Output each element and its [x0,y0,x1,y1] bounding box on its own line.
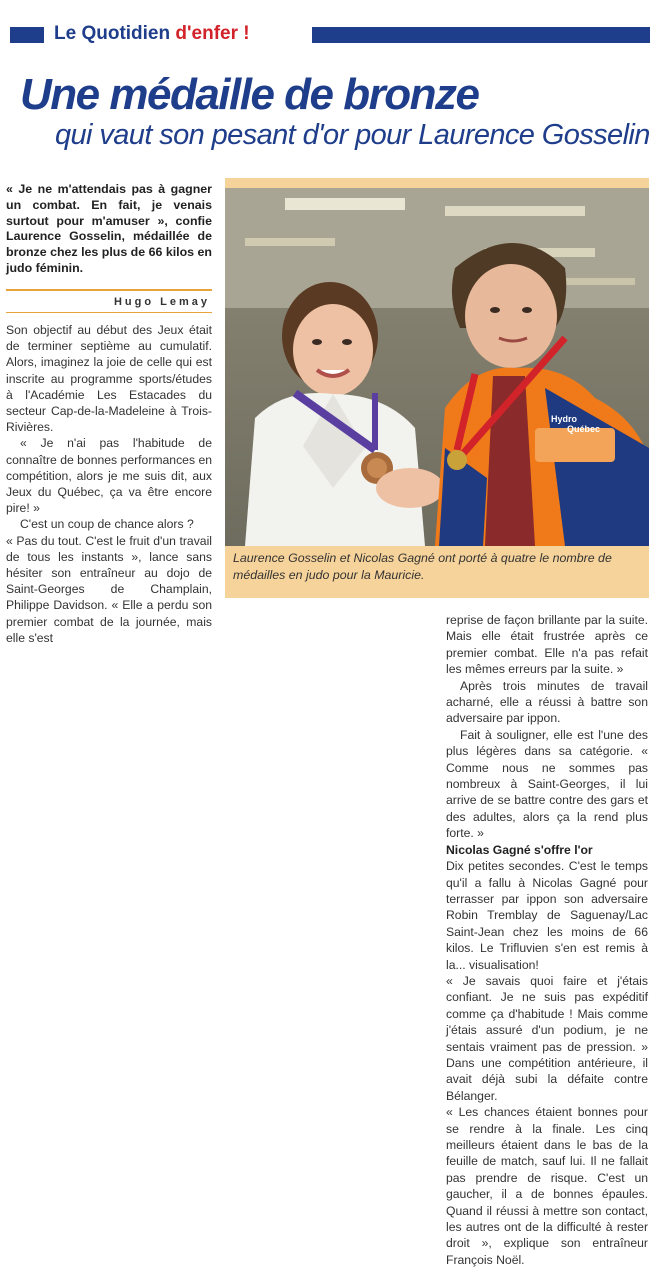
banner-bar-left [10,27,44,43]
hydro-quebec-logo [551,414,600,434]
paragraph: « Pas du tout. C'est le fruit d'un travail de tous les instants », lance sans hésiter son entraîneur au dojo de Saint-Georges de Champlain, Philippe Davidson. « Elle a perdu son premier combat de la journée, mais elle s'est [6,533,212,645]
paragraph: « Je savais quoi faire et j'étais confiant. Je ne suis pas expéditif comme ça d'habitude ! Mais comme j'étais assuré d'un podium, je ne sentais vraiment pas de pression. » Dans une compétition antérieure, il avait déjà subi la défaite contre Bélanger. [446,973,648,1103]
paragraph: Dix petites secondes. C'est le temps qu'il a fallu à Nicolas Gagné pour terrasser par ippon son adversaire Robin Tremblay de Saguenay/Lac Saint-Jean chez les moins de 66 kilos. Le Trifluvien s'en est remis à la... visualisation! [446,859,648,972]
byline-rule-bottom [6,312,212,313]
paragraph: « Je n'ai pas l'habitude de connaître de bonnes performances en compétition, alors je me suis dit, aux Jeux du Québec, ça va être encore pire! » [6,436,212,516]
byline-rule-top [6,289,212,291]
photo-frame [225,178,649,598]
logo-line-2: Québec [567,424,601,434]
subheadline: qui vaut son pesant d'or pour Laurence Gosselin [55,119,650,151]
headline: Une médaille de bronze [20,70,479,119]
section-subheading: Nicolas Gagné s'offre l'or [446,842,593,857]
paragraph: Après trois minutes de travail acharné, elle a réussi à battre son adversaire par ippon. [446,678,648,726]
paragraph: Son objectif au début des Jeux était de terminer septième au cumulatif. Alors, imaginez la joie de celle qui est inscrite au programme sports/études à l'Académie Les Estacades du secteur Cap-de-la-Madeleine à Trois-Rivières. [6,323,212,435]
body-column-right [446,612,648,1268]
banner-bar-right [312,27,650,43]
paragraph: « Les chances étaient bonnes pour se rendre à la finale. Les cinq meilleurs étaient dans le bas de la feuille de match, sauf lui. Il ne fallait pas prendre de risque. C'est un gaucher, il a de bonnes épaules. Quand il réussi à mettre son contact, les autres ont de la difficulté à rester droit », explique son entraîneur François Noël. [446,1105,648,1267]
athletes-photo [225,188,649,546]
paragraph: C'est un coup de chance alors ? [20,517,194,532]
section-banner [10,24,650,44]
section-title [54,23,250,45]
photo-caption: Laurence Gosselin et Nicolas Gagné ont porté à quatre le nombre de médailles en judo pour la Mauricie. [233,551,612,582]
section-title-accent: d'enfer ! [175,23,250,44]
section-title-main: Le Quotidien [54,23,171,44]
byline: Hugo Lemay [113,296,210,308]
intro-paragraph: « Je ne m'attendais pas à gagner un combat. En fait, je venais surtout pour m'amuser », confie Laurence Gosselin, médaillée de bronze chez les plus de 66 kilos en judo féminin. [6,182,212,275]
paragraph: Fait à souligner, elle est l'une des plus légères dans sa catégorie. « Comme nous ne sommes pas nombreux à Saint-Georges, il lui arrive de se battre contre des gars et des adultes, alors ça la rend plus forte. » [446,727,648,841]
logo-line-1: Hydro [551,414,578,424]
paragraph: reprise de façon brillante par la suite. Mais elle était frustrée après ce premier combat. Elle n'a pas refait les mêmes erreurs par la suite. » [446,613,648,677]
body-column-left [6,322,212,646]
